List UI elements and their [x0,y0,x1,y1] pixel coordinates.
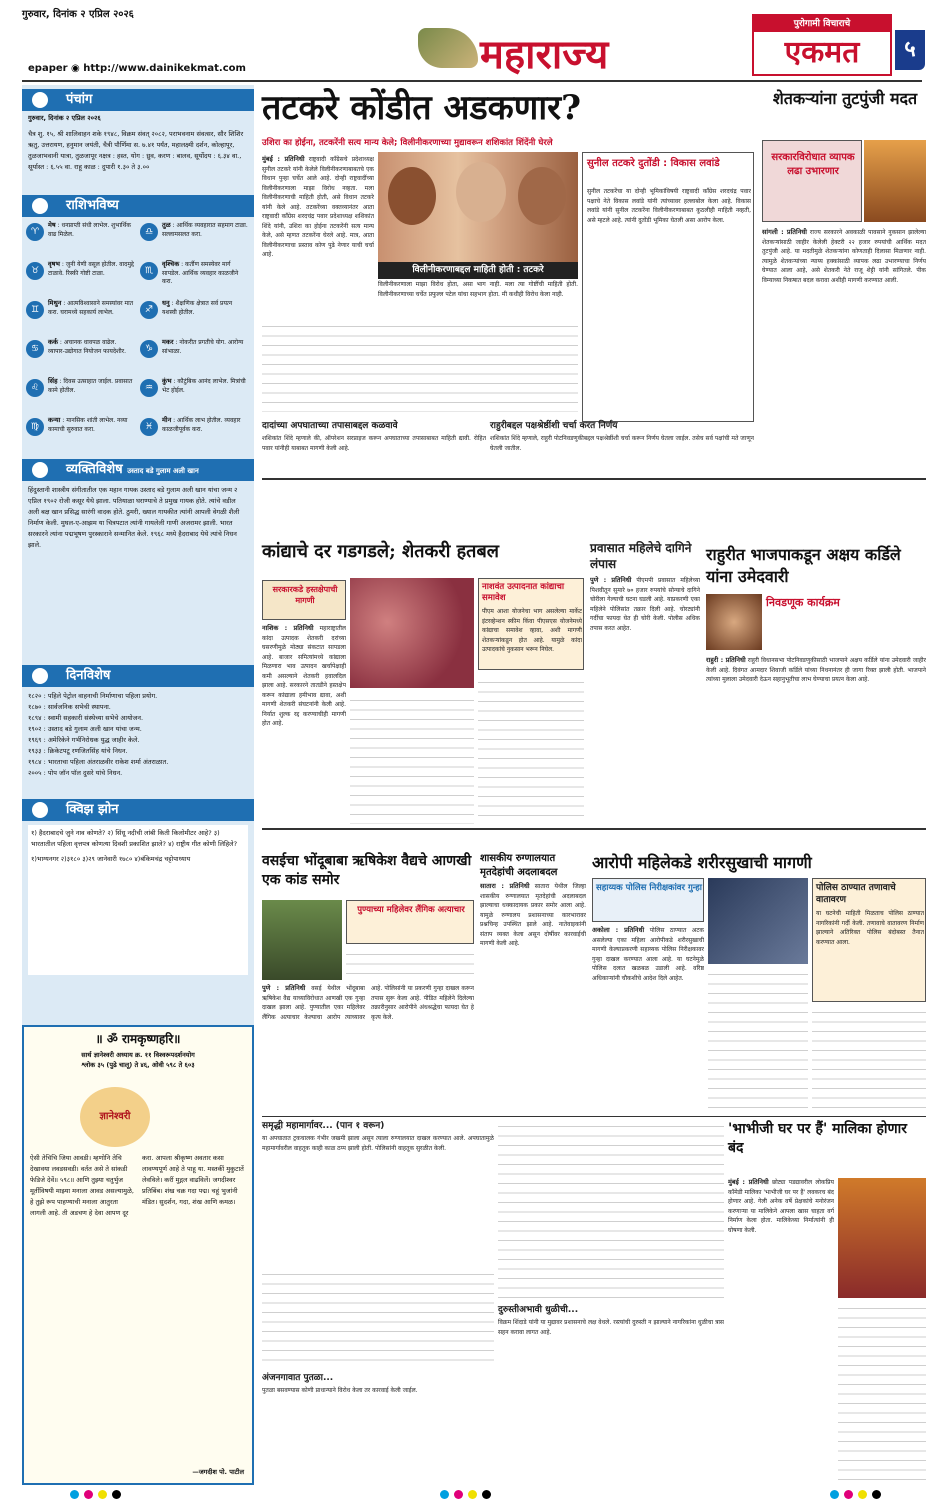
zodiac-icon [32,198,48,214]
print-registration-marks [0,1488,945,1501]
section-rule-2 [262,828,926,830]
zodiac-sign-icon: ♑ [140,340,158,358]
rashi-item: ♒ कुंभ : कौटुंबिक आनंद लाभेल. मित्रांची भेट होईल. [140,377,250,403]
dinvishesh-item: १९०२ : उस्ताद बडे गुलाम अली खान यांचा जन्म. [28,725,142,733]
dinvishesh-heading: दिनविशेष [22,665,254,687]
kardile-body: राहुरी : प्रतिनिधी राहुरी विधानसभा पोटनिवडणुकीसाठी भाजपाने अक्षय कर्डिले यांना उमेदवारी जाहीर केली आहे. दिवंगत आमदार शिवाजी कर्डिले यांच्या निधनानंतर ही जागा रिक्त झाली होती. भाजपाने त्यांच्या मुलाला उमेदवारी देऊन सहानुभूतीचा लाभ घेण्याचा प्रयत्न केला आहे. [706,656,926,683]
header-divider [22,80,922,82]
rashi-item: ♏ वृश्चिक : कर्तीण समस्येवर मार्ग सापडेल. आर्थिक व्यवहार काळजीने करा. [140,260,250,286]
quiz-questions: १) हैदराबादचे जुने नाव कोणते? २) सिंधू नदीची लांबी किती किलोमीटर आहे? ३) भारतातील पहिला वृत्तपत्र कोणत्या दिवशी प्रकाशित झाले? ४) राष्ट्रीय गीत कोणी लिहिले? [31,829,238,848]
zodiac-sign-icon: ♋ [26,340,44,358]
caption-body: विलीनीकरणाला माझा विरोध होता, असा भाग नाही. मला त्या गोष्टींची माहिती होती. विलीनीकरणाच्या चर्चेत प्रफुल्ल पटेल यांचा सहभाग होता. मी कधीही विरोध केला नाही. [378,281,578,298]
vasai-photo [262,900,342,980]
dinvishesh-item: १८२० : पहिले पेट्रोल वाहनाची निर्माणाचा पहिला प्रयोग. [28,692,158,700]
dinvishesh-item: १९८४ : भारताचा पहिला अंतराळवीर राकेश शर्मा अंतराळात. [28,758,169,766]
zodiac-sign-icon: ♐ [140,301,158,319]
brand-name: एकमत [784,35,860,70]
thane-box: पोलिस ठाण्यात तणावाचे वातावरण या घटनेची माहिती मिळताच पोलिस ठाण्यात नागरिकांनी गर्दी केली. तणावाचे वातावरण निर्माण झाल्याने अतिरिक्त पोलिस बंदोबस्त तैनात करण्यात आला. [812,878,926,1002]
rashi-item: ♍ कन्या : मानसिक शांती लाभेल. नव्या कामाची सुरुवात करा. [26,416,136,442]
zodiac-sign-icon: ♈ [26,223,44,241]
vasai-body: पुणे : प्रतिनिधी वसई येथील भोंदूबाबा ऋषिकेश वैद्य याच्याविरोधात आणखी एक गुन्हा दाखल झाला आहे. पुण्यातील एका महिलेवर लैंगिक अत्याचार केल्याचा आरोप त्याच्यावर आहे. पोलिसांनी या प्रकरणी गुन्हा दाखल करून तपास सुरू केला आहे. पीडित महिलेने दिलेल्या तक्रारीनुसार आरोपीने अंधश्रद्धेचा फायदा घेत हे कृत्य केले. [262,984,474,1021]
police-photo [708,878,808,964]
kardile-headline: राहुरीत भाजपाकडून अक्षय कर्डिले यांना उमेदवारी [706,545,901,586]
kanda-headline: कांद्याचे दर गडगडले; शेतकरी हतबल [262,541,499,562]
quiz-answers: १)भाग्यनगर २)३१८० ३)२९ जानेवारी १७८० ४)बंकिमचंद्र चट्टोपाध्याय [31,855,191,863]
shetkari-headline: शेतकऱ्यांना तुटपुंजी मदत [772,89,918,108]
epaper-link[interactable]: epaper ◉ http://www.dainikekmat.com [28,63,246,74]
ramkrishna-sub2: श्लोक ३५ (पुढे चालू) ते ४६, ओवी ५९८ ते ६०३ [81,1061,195,1069]
rahuri-title: राहुरीबद्दल पक्षश्रेष्ठींशी चर्चा करत निर्णय [490,421,618,431]
shetkari-box: सरकारविरोधात व्यापक लढा उभारणार [762,140,862,222]
pravas-headline: प्रवासात महिलेचे दागिने लंपास [590,541,692,572]
dinvishesh-item: १९६९ : अमेरिकेने गर्भनिरोधक युद्ध जाहीर केले. [28,736,140,744]
anjangaon-body: पुतळा बसवण्यास कोणी प्राधान्याने विरोध केला तर कारवाई केली जाईल. [262,1387,418,1394]
middle-column-text [498,1120,724,1300]
nashvant-continued [478,676,584,824]
thane-continued [812,1006,926,1112]
dinvishesh-item: १८९४ : स्वामी सहकारी संस्थेच्या सभेचे आयोजन. [28,714,144,722]
dada-title: दादांच्या अपघाताच्या तपासाबद्दल कळवावे [262,421,398,431]
rahuri-body: शशिकांत शिंदे म्हणाले, राहुरी पोटनिवडणुकीबद्दल पक्षश्रेष्ठींशी चर्चा करून निर्णय घेतला जाईल. तसेच सर्व पक्षांची मते जाणून घेतली जातील. [490,435,754,452]
samruddhi-continued [262,1268,494,1368]
panchang-date: गुरुवार, दिनांक २ एप्रिल २०२६ [28,114,101,122]
rashi-item: ♋ कर्क : अचानक धावपळ वाढेल. व्यापार-उद्योगात नियोजन फायदेशीर. [26,338,136,364]
kanda-continued [350,694,474,824]
rashi-item: ♌ सिंह : दिवस उत्साहात जाईल. प्रवासात कामे होतील. [26,377,136,403]
rashi-item: ♐ धनु : शैक्षणिक क्षेत्रात सर्व प्रयत्न यशस्वी होतील. [140,299,250,325]
page-number: ५ [895,30,925,70]
dinvishesh-item: १९३३ : क्रिकेटपटू रणजितसिंह यांचे निधन. [28,747,128,755]
kanda-box: सरकारकडे हस्तक्षेपाची मागणी [262,580,346,620]
durusti-title: दुरुस्तीअभावी धुळीची... [498,1305,579,1315]
raju-shetti-photo [864,140,926,222]
bhabhiji-continued [838,1302,926,1486]
vasai-headline: वसईचा भोंदूबाबा ऋषिकेश वैद्यचे आणखी एक कांड समोर [262,853,472,888]
vasai-continued [346,948,474,982]
kardile-badge: निवडणूक कार्यक्रम [766,596,840,609]
dnyaneshwari-box [22,1025,254,1485]
dinvishesh-item: १८७० : सार्वजनिक सभेची स्थापना. [28,703,111,711]
aaropi-continued [708,968,808,1112]
rashi-item: ♓ मीन : आर्थिक लाभ होतील. व्यवहार काळजीपूर्वक करा. [140,416,250,442]
anjangaon-title: अंजनगावात पुतळा... [262,1373,334,1383]
quiz-icon [32,802,48,818]
nashvant-box: नाशवंत उत्पादनात कांद्याचा समावेश पीएम आशा योजनेचा भाग असलेल्या मार्केट इंटरव्हेन्शन स्कीम किंवा पीएसएस योजनेमध्ये कांद्याचा समावेश व्हावा, अशी मागणी शेतकऱ्यांकडून होत आहे. यामुळे कांदा उत्पादकांचे नुकसान भरून निघेल. [478,578,584,670]
aaropi-box: सहाय्यक पोलिस निरीक्षकांवर गुन्हा [592,878,704,922]
ramkrishna-title: ॥ ॐ रामकृष्णहरि॥ [95,1032,181,1046]
ramkrishna-sign: —जगदीश पो. पाटील [192,1468,244,1477]
brand-tagline: पुरोगामी विचाराचे [754,16,890,32]
bhabhiji-body: मुंबई : प्रतिनिधी छोट्या पडद्यावरील लोकप्रिय कॉमेडी मालिका 'भाभीजी घर पर हैं' लवकरच बंद होणार आहे. गेली अनेक वर्षे प्रेक्षकांचे मनोरंजन करणाऱ्या या मालिकेने आपला खास चाहता वर्ग निर्माण केला होता. मालिकेच्या निर्मात्यांनी ही घोषणा केली. [728,1178,834,1234]
photo-caption: विलीनीकरणाबद्दल माहिती होती : तटकरे [378,262,578,279]
vyakti-text: हिंदुस्तानी शास्त्रीय संगीतातील एक महान गायक उस्ताद बडे गुलाम अली खान यांचा जन्म २ एप्रिल १९०२ रोजी कसूर येथे झाला. पतियाळा घराण्याचे ते प्रमुख गायक होते. त्यांचे वडील अली बक्ष खान प्रसिद्ध सारंगी वादक होते. ठुमरी, ख्याल गायकीत त्यांनी आपली वेगळी शैली निर्माण केली. मुघल-ए-आझम या चित्रपटात त्यांनी गायलेली गाणी अजरामर झाली. भारत सरकारने त्यांना पद्मभूषण पुरस्काराने सन्मानित केले. १९६८ मध्ये हैदराबाद येथे त्यांचे निधन झाले. [28,486,240,549]
shetkari-body: सांगली : प्रतिनिधी राज्य सरकारने अवकाळी पावसाने नुकसान झालेल्या शेतकऱ्यांसाठी जाहीर केलेली हेक्टरी २२ हजार रुपयांची आर्थिक मदत तुटपुंजी आहे. या मदतीमुळे शेतकऱ्यांना कोणताही दिलासा मिळणार नाही. त्यामुळे शेतकऱ्यांच्या न्याय्य हक्कांसाठी व्यापक लढा उभारण्याचा निर्णय घेण्यात आला आहे, असे शेतकरी नेते राजू शेट्टी यांनी सांगितले. पीक विम्याच्या निकषात बदल करावा अशीही मागणी करण्यात आली. [762,228,926,284]
calendar-icon [32,668,48,684]
bhabhiji-headline: 'भाभीजी घर पर हैं' मालिका होणार बंद [728,1121,908,1156]
zodiac-sign-icon: ♍ [26,418,44,436]
sunil-title: सुनील तटकरे दुतोंडी : विकास लवांडे [587,158,720,169]
zodiac-sign-icon: ♉ [26,262,44,280]
rashi-item: ♈ मेष : धनप्राप्ती संधी लाभेल. शुभार्थिक वाढ मिळेल. [26,221,136,247]
zodiac-sign-icon: ♏ [140,262,158,280]
zodiac-sign-icon: ♓ [140,418,158,436]
section-rule [262,478,926,480]
samruddhi-title: समृद्धी महामार्गावर... (पान १ वरून) [262,1121,385,1131]
durusti-body: विक्रम शिंदाडे यांनी या मुद्यावर प्रशासनाचे लक्ष वेधले. रस्त्यांची दुरुस्ती न झाल्याने नागरिकांना धुळीचा त्रास सहन करावा लागत आहे. [498,1319,724,1336]
zodiac-sign-icon: ♎ [140,223,158,241]
shaskiya-body: सातारा : प्रतिनिधी सातारा येथील जिल्हा शासकीय रुग्णालयात मृतदेहांची अदलाबदल झाल्याचा धक्कादायक प्रकार समोर आला आहे. यामुळे रुग्णालय प्रशासनाच्या कारभारावर प्रश्नचिन्ह उपस्थित झाले आहे. नातेवाइकांनी संताप व्यक्त केला असून दोषींवर कारवाईची मागणी केली आहे. [480,882,586,947]
rashi-item: ♊ मिथुन : आत्मविश्वासाने समस्यांवर मात करा. घरामध्ये सहकार्य लाभेल. [26,299,136,325]
quiz-heading: क्विझ झोन [22,799,254,821]
main-continued [262,320,578,412]
masthead [0,0,945,80]
rashi-item: ♎ तुळ : आर्थिक व्यवहारात सहमाग टाळा. सल्लामसलत करा. [140,221,250,247]
dinvishesh-item: २००५ : पोप जॉन पॉल दुसरे यांचे निधन. [28,769,123,777]
zodiac-sign-icon: ♌ [26,379,44,397]
kardile-photo [706,594,762,650]
vasai-box: पुण्याच्या महिलेवर लैंगिक अत्याचार [346,900,474,944]
quiz-panel [28,825,248,975]
shaskiya-headline: शासकीय रुग्णालयात मृतदेहांची अदलाबदल [480,853,558,878]
issue-date: गुरुवार, दिनांक २ एप्रिल २०२६ [22,9,134,20]
rashi-item: ♑ मकर : नोकरीत प्रगतीचे योग. आरोग्य सांभाळा. [140,338,250,364]
dnyaneshwari-logo: ज्ञानेश्वरी [80,1087,150,1147]
main-headline: तटकरे कोंडीत अडकणार? [262,88,581,128]
maharashtra-map-graphic [418,28,478,68]
vyakti-heading: व्यक्तिविशेष उस्ताद बडे गुलाम अली खान [22,459,254,481]
main-body: मुंबई : प्रतिनिधी राष्ट्रवादी काँग्रेसचे प्रदेशाध्यक्ष सुनील तटकरे यांनी केलेले विलीनीकरणाबाबतचे एक विधान पुन्हा चर्चेत आले आहे. दोन्ही राष्ट्रवादींच्या विलीनीकरणाला माझा विरोध नव्हता. मला विलीनीकरणाची माहिती होती, असे विधान तटकरे यांनी केले आहे. तटकरेंच्या वक्तव्यानंतर आता राष्ट्रवादी काँग्रेस शरदचंद्र पवार प्रदेशाध्यक्ष शशिकांत शिंदे यांनी, उशिरा का होईना तटकरेंनी सत्य मान्य केले, असे म्हणत तटकरेंना घेरले आहे. मात्र, आता विलीनीकरणाचा प्रस्ताव कोण पुढे नेणार याची चर्चा आहे. [262,155,374,258]
sunil-body: सुनील तटकरेंचा या दोन्ही भूमिकांविषयी राष्ट्रवादी काँग्रेस शरदचंद्र पवार पक्षाचे नेते विकास लवांडे यांनी त्यांच्यावर हल्लाबोल केला आहे. विकास लवांडे यांनी सुनील तटकरेंना विलीनीकरणाबाबत कुठलीही माहिती नव्हती, असे म्हटले आहे. त्यांनी दुतोंडी भूमिका घेतली असा आरोप केला. [587,188,751,224]
aaropi-body: अकोला : प्रतिनिधी पोलिस ठाण्यात अटक असलेल्या एका महिला आरोपीकडे शरीरसुखाची मागणी केल्याप्रकरणी सहाय्यक पोलिस निरीक्षकावर गुन्हा दाखल करण्यात आला आहे. या घटनेमुळे पोलिस दलात खळबळ उडाली आहे. वरिष्ठ अधिकाऱ्यांनी चौकशीचे आदेश दिले आहेत. [592,926,704,982]
dada-body: शशिकांत शिंदे म्हणाले की, ऑपरेशन सरप्राइज करून अपघाताच्या तपासाबाबत माहिती द्यावी. रोहित पवार यांनीही याबाबत मागणी केली आहे. [262,435,486,452]
onion-photo [350,578,474,688]
rashi-item: ♉ वृषभ : जुनी येणी वसूल होतील. वादमुद्दे टाळावे. रिस्की गोष्टी टाळा. [26,260,136,286]
panchang-icon [32,92,48,108]
samruddhi-body: या अपघातात ट्रकचालक गंभीर जखमी झाला असून त्याला रुग्णालयात दाखल करण्यात आले. अपघातामुळे महामार्गावरील वाहतूक काही काळ ठप्प झाली होती. पोलिसांनी वाहतूक सुरळीत केली. [262,1135,494,1152]
ramkrishna-text: ऐसी तेचिचि जिया आवडी। म्हणोनि तेचि देखावया लवडसवडी। वर्तत असे ते सांकडी फेडिजे देवें॥ ५९८॥ आणि तुझ्या चतुर्भुज मूर्तीविषयी माझ्या मनाला आवड असल्यामुळे, हे तुझे रूप पाहण्याची मनाला आतुरता लागली आहे. ती अडचण हे देवा आपण दूर करा. आपला श्रीकृष्ण अवतार कसा लावण्यपूर्ण आहे ते पाहू या. मस्तकीं मुकुटातें लेवविले। करीं मुद्गल वाढविलें। जगदीश्वर प्रतिबिंब। शंख चक्र गदा पद्म। चहूं भुजांनी मंडित। सुदर्शन, गदा, शंख आणि कमळ। [30,1154,244,1217]
aaropi-headline: आरोपी महिलेकडे शरीरसुखाची मागणी [592,853,812,872]
ramkrishna-sub: सार्थ ज्ञानेश्वरी अध्याय क्र. ११ विश्वरूपदर्शनयोग [81,1051,195,1059]
panchang-text: चैत्र शु. १५, श्री शालिवाहन शके १९४८, विक्रम संवत् २०८२, पराभवनाम संवत्सर, सौर शिशिर ऋतु, उत्तरायण, हनुमान जयंती, चैत्री पौर्णिमा स. ७.४१ पर्यंत, महालक्ष्मी दर्शन, कोल्हापूर, तुळजाभवानी यात्रा, तुळजापूर नक्षत्र : हस्त, योग : ध्रुव, करण : बालव, सूर्योदय : ६.३४ वा., सूर्यास्त : ६.५५ वा. राहू काळ : दुपारी १.३० ते ३.०० [28,130,244,171]
zodiac-sign-icon: ♊ [26,301,44,319]
rashi-heading: राशिभविष्य [22,195,254,217]
dinvishesh-list [28,691,248,795]
panchang-heading: पंचांग [22,89,254,111]
section-title: महाराज्य [480,31,609,78]
person-icon [32,462,48,478]
actress-photo [838,1178,926,1298]
zodiac-sign-icon: ♒ [140,379,158,397]
section-rule-3 [262,1116,926,1117]
kanda-body: नाशिक : प्रतिनिधी महाराष्ट्रातील कांदा उत्पादक शेतकरी दरांच्या घसरणीमुळे मोठ्या संकटात सापडला आहे. बाजार समित्यांमध्ये कांद्याला मिळणारा भाव उत्पादन खर्चापेक्षाही कमी असल्याने शेतकरी हवालदिल झाला आहे. सरकारने तातडीने हस्तक्षेप करून कांद्याला हमीभाव द्यावा, अशी मागणी शेतकरी संघटनांनी केली आहे. निर्यात शुल्क रद्द करण्याचीही मागणी होत आहे. [262,624,346,727]
main-subheadline: उशिरा का होईना, तटकरेंनी सत्य मान्य केले; विलीनीकरणाच्या मुद्यावरून शशिकांत शिंदेंनी घेरले [262,138,553,148]
sunil-box [582,152,754,422]
ekmat-logo [752,14,892,76]
pravas-body: पुणे : प्रतिनिधी पीएमपी प्रवासात महिलेच्या पिशवीतून सुमारे ७० हजार रुपयांचे सोन्याचे दागिने चोरीला गेल्याची घटना घडली आहे. याप्रकरणी एका महिलेने पोलिसांत तक्रार दिली आहे. चोरट्यांनी गर्दीचा फायदा घेत ही चोरी केली. पोलीस अधिक तपास करत आहेत. [590,576,700,632]
politicians-photo [378,152,578,262]
